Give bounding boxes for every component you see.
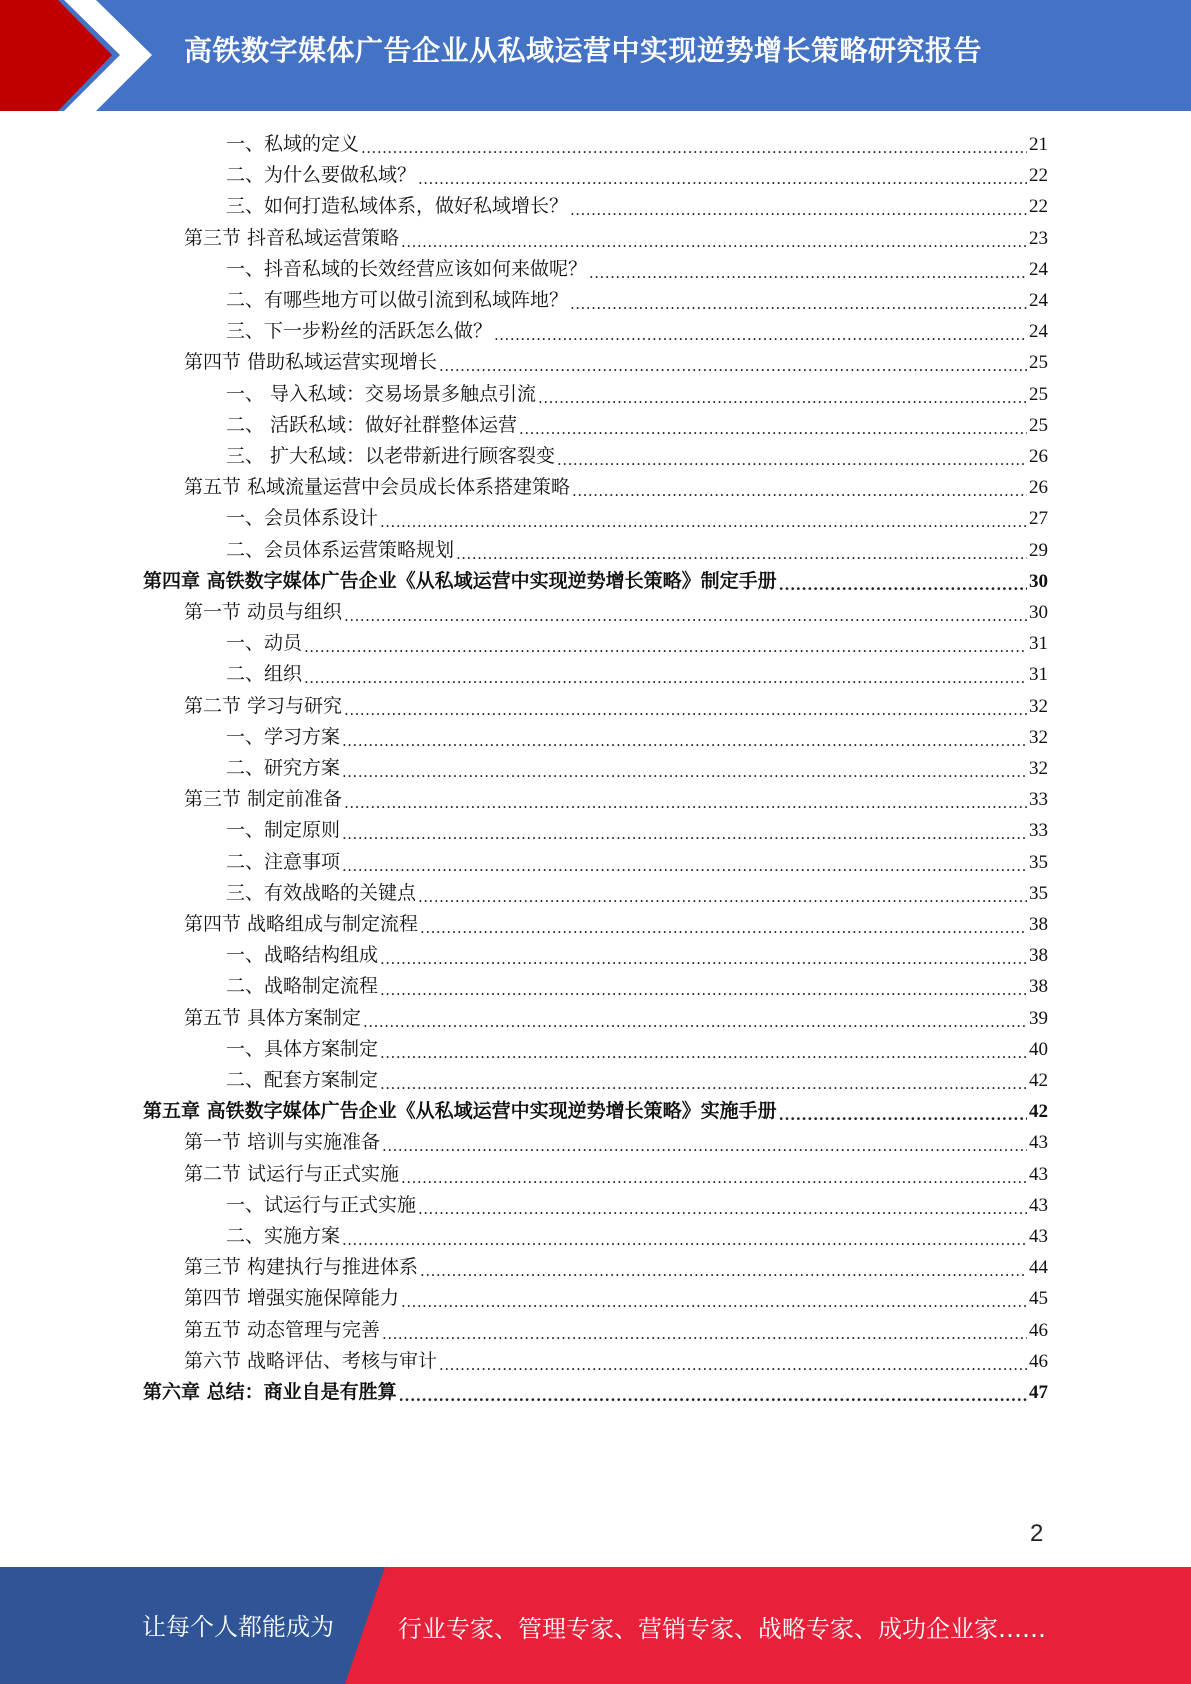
toc-entry[interactable] — [226, 379, 1048, 410]
toc-entry[interactable] — [226, 753, 1048, 784]
toc-entry[interactable] — [226, 410, 1048, 441]
toc-leader-dots — [304, 659, 1027, 690]
toc-entry-label: 第五章 高铁数字媒体广告企业《从私域运营中实现逆势增长策略》实施手册 — [143, 1100, 777, 1123]
toc-entry[interactable] — [184, 1315, 1048, 1346]
toc-entry-page: 31 — [1029, 664, 1048, 686]
toc-entry-page: 46 — [1029, 1350, 1048, 1372]
toc-leader-dots — [439, 347, 1027, 378]
footer-slogan-left: 让每个人都能成为 — [142, 1613, 334, 1641]
toc-entry[interactable] — [226, 503, 1048, 534]
toc-entry[interactable] — [226, 971, 1048, 1002]
toc-entry-page: 23 — [1029, 227, 1048, 249]
footer-banner — [0, 1567, 1191, 1684]
toc-entry[interactable] — [184, 223, 1048, 254]
toc-entry-page: 31 — [1029, 633, 1048, 655]
toc-entry[interactable] — [143, 1377, 1048, 1408]
toc-entry-page: 35 — [1029, 851, 1048, 873]
toc-entry-label: 第三节 抖音私域运营策略 — [184, 226, 400, 249]
toc-entry-label: 二、注意事项 — [226, 850, 341, 873]
toc-entry[interactable] — [184, 1283, 1048, 1314]
toc-entry-label: 一、制定原则 — [226, 819, 341, 842]
toc-entry-label: 三、 扩大私域：以老带新进行顾客裂变 — [226, 445, 556, 467]
toc-entry-page: 33 — [1029, 820, 1048, 842]
toc-entry-label: 第四节 增强实施保障能力 — [184, 1287, 400, 1310]
toc-entry-page: 40 — [1029, 1038, 1048, 1060]
toc-entry-page: 47 — [1029, 1382, 1048, 1403]
toc-entry-label: 一、抖音私域的长效经营应该如何来做呢？ — [226, 257, 588, 280]
toc-entry-page: 22 — [1029, 165, 1048, 187]
toc-leader-dots — [401, 1159, 1027, 1190]
toc-entry-label: 一、动员 — [226, 632, 303, 655]
toc-entry-label: 第五节 具体方案制定 — [184, 1006, 362, 1029]
footer-slogan-right: 行业专家、管理专家、营销专家、战略专家、成功企业家…… — [398, 1615, 1046, 1643]
toc-entry-label: 二、研究方案 — [226, 757, 341, 779]
toc-entry[interactable] — [226, 254, 1048, 285]
toc-entry[interactable] — [184, 347, 1048, 378]
toc-entry-page: 24 — [1029, 258, 1048, 280]
toc-entry[interactable] — [226, 722, 1048, 753]
toc-entry-label: 第五节 动态管理与完善 — [184, 1318, 381, 1341]
toc-entry-page: 45 — [1029, 1288, 1048, 1310]
toc-leader-dots — [342, 753, 1027, 784]
toc-entry[interactable] — [143, 566, 1048, 597]
toc-entry[interactable] — [226, 628, 1048, 659]
toc-entry-label: 二、配套方案制定 — [226, 1069, 379, 1091]
toc-entry[interactable] — [226, 815, 1048, 846]
toc-entry[interactable] — [226, 441, 1048, 472]
toc-leader-dots — [538, 379, 1027, 410]
toc-entry-label: 三、如何打造私域体系，做好私域增长？ — [226, 195, 569, 218]
toc-entry-label: 第四节 战略组成与制定流程 — [184, 913, 419, 935]
toc-entry-label: 一、试运行与正式实施 — [226, 1193, 417, 1216]
toc-entry-page: 24 — [1029, 321, 1048, 343]
toc-leader-dots — [342, 722, 1027, 753]
toc-entry-page: 32 — [1029, 695, 1048, 717]
toc-entry-page: 43 — [1029, 1226, 1048, 1247]
toc-entry[interactable] — [184, 1159, 1048, 1190]
toc-entry-label: 一、 导入私域：交易场景多触点引流 — [226, 382, 537, 405]
toc-leader-dots — [418, 160, 1027, 191]
toc-leader-dots — [382, 1315, 1027, 1346]
toc-entry-page: 38 — [1029, 914, 1048, 935]
toc-entry-page: 42 — [1029, 1101, 1048, 1123]
toc-leader-dots — [342, 1221, 1027, 1252]
toc-leader-dots — [456, 535, 1027, 566]
toc-entry-label: 二、组织 — [226, 663, 303, 686]
toc-entry-page: 32 — [1029, 726, 1048, 748]
toc-entry-label: 一、战略结构组成 — [226, 944, 379, 967]
toc-entry-label: 一、学习方案 — [226, 725, 341, 748]
toc-leader-dots — [401, 1283, 1027, 1314]
toc-entry-page: 33 — [1029, 789, 1048, 811]
toc-entry[interactable] — [226, 847, 1048, 878]
toc-leader-dots — [363, 1003, 1027, 1034]
toc-entry-page: 35 — [1029, 882, 1048, 904]
toc-entry-page: 43 — [1029, 1194, 1048, 1216]
toc-entry-page: 25 — [1029, 352, 1048, 374]
toc-entry-label: 第六节 战略评估、考核与审计 — [184, 1349, 438, 1372]
toc-leader-dots — [380, 940, 1027, 971]
toc-entry-page: 44 — [1029, 1257, 1048, 1279]
toc-leader-dots — [399, 1377, 1027, 1408]
toc-leader-dots — [304, 628, 1027, 659]
toc-leader-dots — [380, 503, 1027, 534]
toc-entry-page: 38 — [1029, 976, 1048, 998]
toc-entry-page: 27 — [1029, 508, 1048, 530]
toc-entry-label: 第二节 学习与研究 — [184, 694, 343, 717]
toc-entry[interactable] — [184, 1003, 1048, 1034]
toc-entry-label: 第五节 私域流量运营中会员成长体系搭建策略 — [184, 476, 571, 499]
toc-leader-dots — [572, 472, 1027, 503]
toc-entry-page: 25 — [1029, 383, 1048, 405]
toc-entry-label: 一、私域的定义 — [226, 133, 360, 155]
header-banner — [0, 0, 1191, 111]
toc-entry-page: 30 — [1029, 602, 1048, 623]
toc-leader-dots — [380, 1065, 1027, 1096]
toc-leader-dots — [418, 1190, 1027, 1221]
toc-entry-page: 42 — [1029, 1070, 1048, 1091]
toc-entry-page: 43 — [1029, 1132, 1048, 1154]
toc-entry[interactable] — [226, 129, 1048, 160]
toc-leader-dots — [570, 191, 1027, 222]
toc-entry-page: 25 — [1029, 414, 1048, 436]
toc-leader-dots — [344, 784, 1027, 815]
toc-entry-page: 21 — [1029, 134, 1048, 155]
toc-entry[interactable] — [184, 597, 1048, 628]
toc-entry[interactable] — [226, 1221, 1048, 1252]
toc-entry[interactable] — [226, 160, 1048, 191]
toc-entry[interactable] — [226, 1034, 1048, 1065]
toc-entry-page: 24 — [1029, 290, 1048, 311]
toc-entry-label: 第一节 动员与组织 — [184, 601, 343, 623]
toc-entry-page: 26 — [1029, 446, 1048, 467]
toc-leader-dots — [779, 1096, 1027, 1127]
toc-entry-label: 三、有效战略的关键点 — [226, 881, 417, 904]
toc-entry-label: 第三节 构建执行与推进体系 — [184, 1256, 419, 1279]
toc-entry[interactable] — [184, 784, 1048, 815]
toc-entry-label: 二、 活跃私域：做好社群整体运营 — [226, 413, 518, 436]
toc-leader-dots — [570, 285, 1027, 316]
toc-leader-dots — [420, 909, 1027, 940]
toc-entry-label: 二、会员体系运营策略规划 — [226, 538, 455, 561]
toc-entry-page: 32 — [1029, 758, 1048, 779]
toc-entry-page: 39 — [1029, 1007, 1048, 1029]
toc-leader-dots — [439, 1346, 1027, 1377]
toc-entry-page: 46 — [1029, 1319, 1048, 1341]
toc-entry[interactable] — [184, 1252, 1048, 1283]
toc-entry-label: 一、会员体系设计 — [226, 507, 379, 530]
toc-entry-page: 29 — [1029, 539, 1048, 561]
toc-leader-dots — [420, 1252, 1027, 1283]
toc-entry-label: 第一节 培训与实施准备 — [184, 1131, 381, 1154]
toc-entry-label: 三、下一步粉丝的活跃怎么做？ — [226, 320, 493, 343]
toc-entry-page: 26 — [1029, 477, 1048, 499]
toc-leader-dots — [361, 129, 1027, 160]
toc-entry-label: 二、为什么要做私域？ — [226, 164, 417, 187]
toc-entry-page: 30 — [1029, 570, 1048, 592]
toc-entry-label: 二、战略制定流程 — [226, 975, 379, 998]
toc-entry[interactable] — [226, 316, 1048, 347]
toc-leader-dots — [401, 223, 1027, 254]
toc-entry[interactable] — [184, 472, 1048, 503]
toc-entry[interactable] — [143, 1096, 1048, 1127]
toc-leader-dots — [418, 878, 1027, 909]
toc-entry[interactable] — [226, 659, 1048, 690]
toc-entry-label: 第六章 总结：商业自是有胜算 — [143, 1381, 397, 1403]
toc-entry[interactable] — [226, 535, 1048, 566]
toc-entry[interactable] — [184, 1346, 1048, 1377]
toc-entry-label: 第四章 高铁数字媒体广告企业《从私域运营中实现逆势增长策略》制定手册 — [143, 569, 777, 592]
toc-entry-label: 一、具体方案制定 — [226, 1037, 379, 1060]
toc-entry[interactable] — [226, 1190, 1048, 1221]
toc-entry-page: 38 — [1029, 945, 1048, 967]
toc-leader-dots — [344, 691, 1027, 722]
toc-leader-dots — [344, 597, 1027, 628]
toc-entry[interactable] — [226, 191, 1048, 222]
toc-entry[interactable] — [184, 1127, 1048, 1158]
toc-entry-label: 第四节 借助私域运营实现增长 — [184, 351, 438, 374]
toc-entry-label: 第三节 制定前准备 — [184, 788, 343, 811]
toc-entry[interactable] — [226, 940, 1048, 971]
toc-leader-dots — [557, 441, 1027, 472]
toc-leader-dots — [342, 847, 1027, 878]
toc-entry[interactable] — [184, 909, 1048, 940]
toc-entry-label: 第二节 试运行与正式实施 — [184, 1162, 400, 1185]
toc-leader-dots — [342, 815, 1027, 846]
toc-entry[interactable] — [226, 285, 1048, 316]
toc-leader-dots — [779, 566, 1027, 597]
toc-entry-page: 43 — [1029, 1163, 1048, 1185]
toc-leader-dots — [519, 410, 1027, 441]
toc-leader-dots — [382, 1127, 1027, 1158]
toc-leader-dots — [380, 971, 1027, 1002]
toc-leader-dots — [494, 316, 1027, 347]
toc-entry-label: 二、有哪些地方可以做引流到私域阵地？ — [226, 289, 569, 311]
toc-leader-dots — [589, 254, 1027, 285]
page-number: 2 — [1030, 1520, 1044, 1547]
toc-leader-dots — [380, 1034, 1027, 1065]
toc-entry[interactable] — [226, 878, 1048, 909]
toc-entry[interactable] — [184, 691, 1048, 722]
toc-entry[interactable] — [226, 1065, 1048, 1096]
document-title: 高铁数字媒体广告企业从私域运营中实现逆势增长策略研究报告 — [184, 34, 983, 67]
toc-entry-page: 22 — [1029, 196, 1048, 218]
toc-entry-label: 二、实施方案 — [226, 1225, 341, 1247]
